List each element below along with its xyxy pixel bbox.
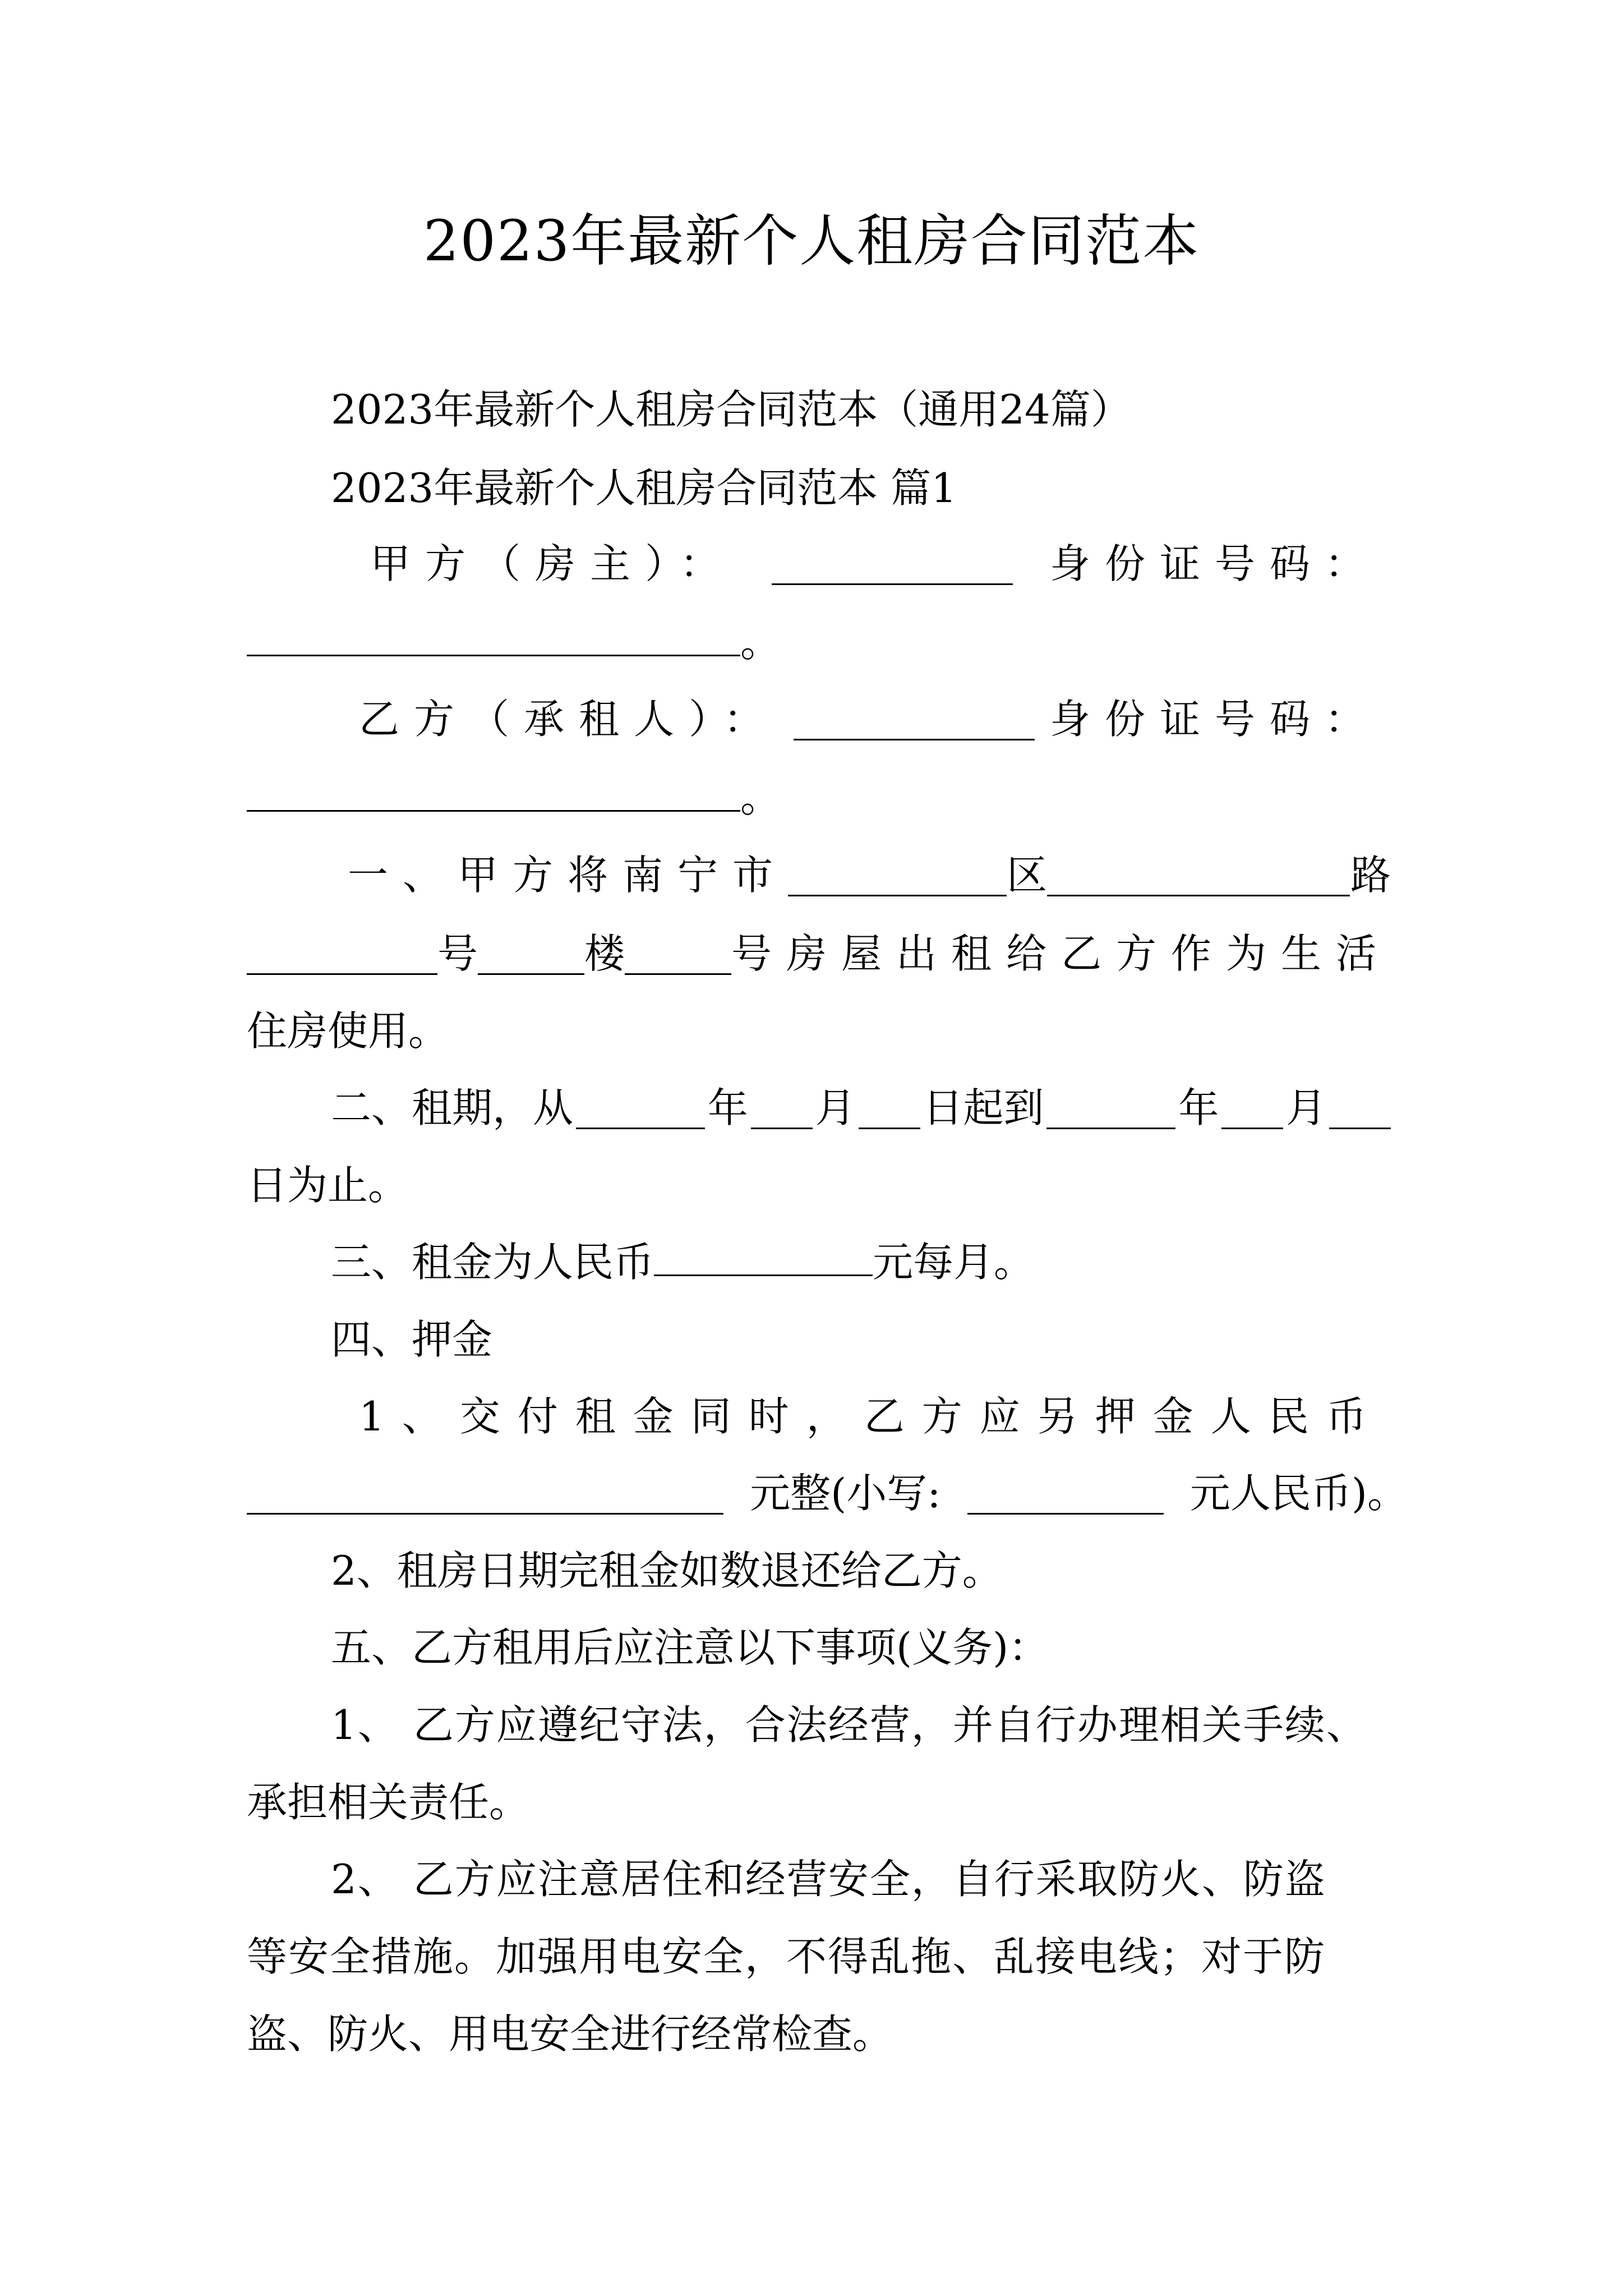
subtitle: 2023年最新个人租房合同范本（通用24篇） [331,386,1131,433]
clause-4-item-1-line-2 [247,1465,1408,1521]
clause-2-line-1 [331,1080,1391,1136]
clause-4-item-1-line-1: 1、交付租金同时，乙方应另押金人民币 [359,1393,1384,1440]
party-b-name-blank [794,698,1035,740]
party-b-id-label: 身份证号码： [1049,696,1380,743]
party-a-id-blank [247,614,740,656]
party-a-line [370,536,1380,592]
clause-2-line-2: 日为止。 [247,1162,409,1209]
clause-5-item-2-line-3: 盗、防火、用电安全进行经常检查。 [247,2010,893,2058]
clause-2-text-d: 日起到 [923,1084,1044,1131]
party-a-id-end: 。 [740,619,781,666]
party-b-label: 乙方（承租人）： [359,696,779,743]
document-title: 2023年最新个人租房合同范本 [423,208,1200,274]
clause-1-line-1 [348,847,1391,903]
clause-1-number-blank [247,933,437,975]
party-a-id-label: 身份证号码： [1049,540,1380,587]
clause-1-text-e: 楼 [584,930,625,977]
clause-5-item-1-line-2: 承担相关责任。 [247,1779,530,1826]
party-a-id-line [247,614,1391,670]
clause-1-text-a: 一、甲方将南宁市 [348,852,788,899]
clause-3-line [331,1234,1475,1290]
clause-2-text-f: 月 [1285,1084,1326,1131]
clause-2-text-c: 月 [815,1084,856,1131]
clause-3-rent-blank [654,1234,873,1276]
section-heading: 2023年最新个人租房合同范本 篇1 [331,464,957,512]
clause-1-line-2 [247,926,1391,982]
clause-2-end-month-blank [1221,1087,1283,1129]
clause-1-text-f: 号房屋出租给乙方作为生活 [731,930,1391,977]
party-b-line [359,691,1380,747]
clause-5-item-2-line-2: 等安全措施。加强用电安全，不得乱拖、乱接电线；对于防 [247,1933,1326,1980]
clause-1-text-b: 区 [1006,852,1047,899]
clause-2-text-a: 二、租期，从 [331,1084,574,1131]
clause-4-item-2: 2、租房日期完租金如数退还给乙方。 [331,1547,1003,1594]
clause-4-text-c: 元人民币)。 [1189,1470,1408,1517]
clause-3-text-a: 三、租金为人民币 [331,1239,654,1286]
clause-5-heading: 五、乙方租用后应注意以下事项(义务)： [331,1624,1049,1671]
clause-1-text-c: 路 [1350,852,1391,899]
party-b-id-end: 。 [740,774,781,821]
clause-5-item-1-line-1: 1、 乙方应遵纪守法，合法经营，并自行办理相关手续、 [331,1701,1368,1749]
clause-2-end-year-blank [1046,1087,1175,1129]
clause-2-start-day-blank [859,1087,920,1129]
clause-2-end-day-blank [1329,1087,1391,1129]
clause-3-text-b: 元每月。 [873,1239,1035,1286]
clause-1-text-d: 号 [437,930,478,977]
party-a-label: 甲方（房主）： [370,540,735,587]
party-b-id-line [247,770,1391,826]
clause-4-text-b: 元整(小写: [750,1470,941,1517]
clause-2-start-month-blank [751,1087,813,1129]
clause-4-deposit-small-blank [967,1473,1164,1515]
clause-4-heading: 四、押金 [331,1316,493,1363]
clause-2-text-e: 年 [1178,1084,1219,1131]
clause-2-start-year-blank [576,1087,705,1129]
clause-5-item-2-line-1: 2、 乙方应注意居住和经营安全，自行采取防火、防盗 [331,1856,1326,1903]
clause-1-road-blank [1047,854,1350,896]
clause-2-text-b: 年 [707,1084,748,1131]
clause-1-line-3: 住房使用。 [247,1007,449,1055]
clause-1-room-blank [625,933,731,975]
clause-1-district-blank [788,854,1007,896]
party-a-name-blank [772,543,1013,585]
clause-1-building-blank [478,933,584,975]
clause-4-deposit-blank [247,1473,723,1515]
party-b-id-blank [247,770,740,812]
